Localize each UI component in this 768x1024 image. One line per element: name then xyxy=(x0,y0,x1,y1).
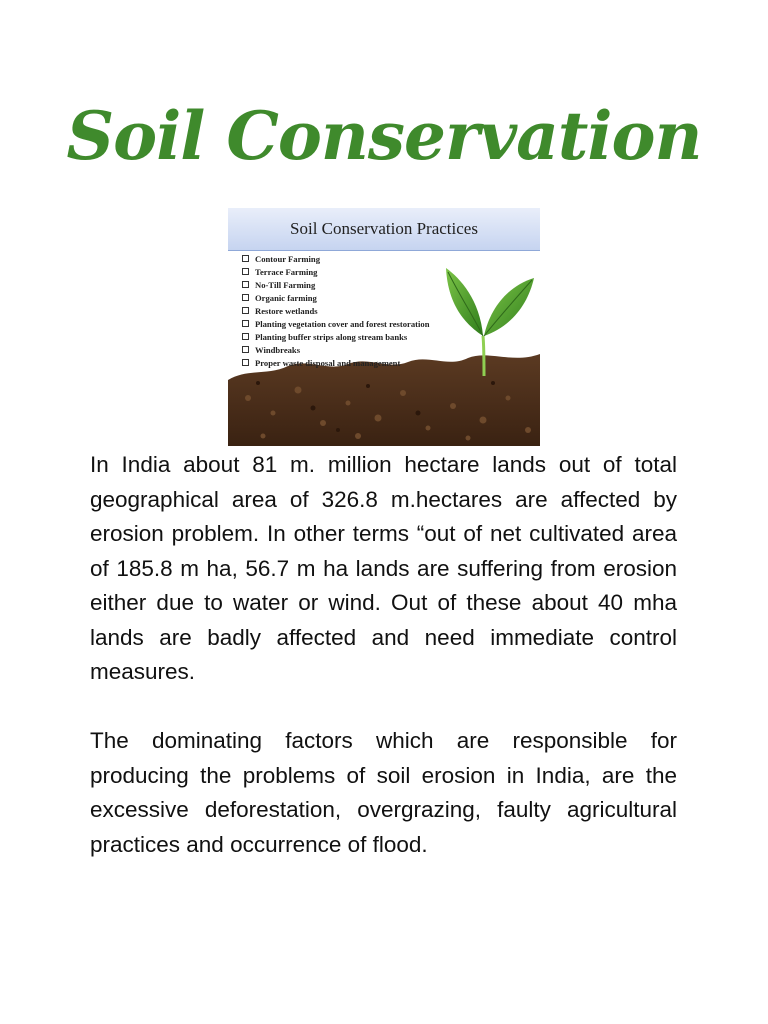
list-item: Contour Farming xyxy=(242,253,429,266)
list-item: Proper waste disposal and management xyxy=(242,357,429,370)
checkbox-icon xyxy=(242,281,249,288)
list-item: Organic farming xyxy=(242,292,429,305)
checkbox-icon xyxy=(242,255,249,262)
paragraph-erosion-factors: The dominating factors which are responsible for producing the problems of soil erosion in India, are the excessive deforestation, overgrazing, faulty agricultural practices and occurrence of flood. xyxy=(90,728,677,857)
list-item: Restore wetlands xyxy=(242,305,429,318)
body-text xyxy=(90,448,677,862)
list-item: No-Till Farming xyxy=(242,279,429,292)
list-item: Planting buffer strips along stream banks xyxy=(242,331,429,344)
list-item: Planting vegetation cover and forest restoration xyxy=(242,318,429,331)
checkbox-icon xyxy=(242,320,249,327)
list-item: Terrace Farming xyxy=(242,266,429,279)
soil-practices-figure xyxy=(228,208,540,446)
list-item: Windbreaks xyxy=(242,344,429,357)
paragraph-erosion-stats: In India about 81 m. million hectare lands out of total geographical area of 326.8 m.hectares are affected by erosion problem. In other terms “out of net cultivated area of 185.8 m ha, 56.7 m ha lands are suffering from erosion either due to water or wind. Out of these about 40 mha lands are badly affected and need immediate control measures. xyxy=(90,452,677,684)
page-title: Soil Conservation xyxy=(66,97,702,175)
checkbox-icon xyxy=(242,307,249,314)
checkbox-icon xyxy=(242,268,249,275)
checkbox-icon xyxy=(242,294,249,301)
checkbox-icon xyxy=(242,333,249,340)
checkbox-icon xyxy=(242,346,249,353)
figure-heading: Soil Conservation Practices xyxy=(228,208,540,251)
checkbox-icon xyxy=(242,359,249,366)
practices-list xyxy=(242,253,429,370)
